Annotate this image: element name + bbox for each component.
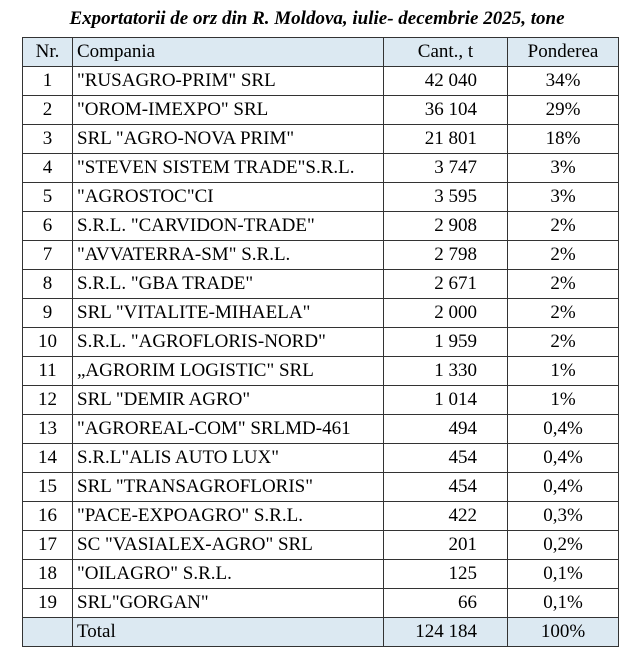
row-nr: 13 (23, 415, 73, 444)
table-row (23, 531, 619, 560)
row-quantity: 1 330 (384, 357, 508, 386)
row-share: 0,2% (508, 531, 619, 560)
row-company: SRL"GORGAN" (73, 589, 384, 618)
row-company: SRL "DEMIR AGRO" (73, 386, 384, 415)
row-share: 0,4% (508, 473, 619, 502)
row-share: 0,4% (508, 415, 619, 444)
table-row (23, 96, 619, 125)
row-company: SRL "TRANSAGROFLORIS" (73, 473, 384, 502)
row-company: S.R.L. "AGROFLORIS-NORD" (73, 328, 384, 357)
row-company: "STEVEN SISTEM TRADE"S.R.L. (73, 154, 384, 183)
row-company: "RUSAGRO-PRIM" SRL (73, 67, 384, 96)
row-quantity: 454 (384, 473, 508, 502)
row-quantity: 2 000 (384, 299, 508, 328)
row-nr: 16 (23, 502, 73, 531)
table-row (23, 386, 619, 415)
row-quantity: 125 (384, 560, 508, 589)
row-nr: 3 (23, 125, 73, 154)
row-nr: 8 (23, 270, 73, 299)
row-nr: 1 (23, 67, 73, 96)
row-share: 0,3% (508, 502, 619, 531)
row-company: "AGROREAL-COM" SRLMD-461 (73, 415, 384, 444)
table-row (23, 241, 619, 270)
row-quantity: 1 959 (384, 328, 508, 357)
row-quantity: 2 671 (384, 270, 508, 299)
row-quantity: 42 040 (384, 67, 508, 96)
row-nr: 10 (23, 328, 73, 357)
table-row (23, 154, 619, 183)
header-company: Compania (73, 38, 384, 67)
row-quantity: 3 747 (384, 154, 508, 183)
table-row (23, 67, 619, 96)
row-share: 3% (508, 183, 619, 212)
header-quantity: Cant., t (384, 38, 508, 67)
row-company: S.R.L. "GBA TRADE" (73, 270, 384, 299)
row-company: "PACE-EXPOAGRO" S.R.L. (73, 502, 384, 531)
row-company: S.R.L. "CARVIDON-TRADE" (73, 212, 384, 241)
table-row (23, 502, 619, 531)
row-share: 2% (508, 270, 619, 299)
header-share: Ponderea (508, 38, 619, 67)
total-share: 100% (508, 618, 619, 647)
table-row (23, 183, 619, 212)
row-nr: 4 (23, 154, 73, 183)
row-company: „AGRORIM LOGISTIC" SRL (73, 357, 384, 386)
table-header-row (23, 38, 619, 67)
row-quantity: 1 014 (384, 386, 508, 415)
row-quantity: 3 595 (384, 183, 508, 212)
table-row (23, 444, 619, 473)
row-quantity: 201 (384, 531, 508, 560)
row-quantity: 2 908 (384, 212, 508, 241)
table-row (23, 299, 619, 328)
row-quantity: 494 (384, 415, 508, 444)
row-share: 34% (508, 67, 619, 96)
row-nr: 9 (23, 299, 73, 328)
row-company: "OROM-IMEXPO" SRL (73, 96, 384, 125)
row-nr: 2 (23, 96, 73, 125)
row-share: 3% (508, 154, 619, 183)
exporters-table (22, 37, 619, 647)
row-nr: 7 (23, 241, 73, 270)
row-share: 2% (508, 328, 619, 357)
row-company: SC "VASIALEX-AGRO" SRL (73, 531, 384, 560)
table-row (23, 560, 619, 589)
table-row (23, 589, 619, 618)
row-company: "AVVATERRA-SM" S.R.L. (73, 241, 384, 270)
row-company: SRL "AGRO-NOVA PRIM" (73, 125, 384, 154)
row-company: "AGROSTOC"CI (73, 183, 384, 212)
row-share: 1% (508, 357, 619, 386)
row-nr: 18 (23, 560, 73, 589)
row-nr: 17 (23, 531, 73, 560)
table-row (23, 125, 619, 154)
row-share: 18% (508, 125, 619, 154)
table-row (23, 212, 619, 241)
row-quantity: 454 (384, 444, 508, 473)
table-row (23, 357, 619, 386)
row-share: 2% (508, 241, 619, 270)
row-nr: 12 (23, 386, 73, 415)
row-quantity: 2 798 (384, 241, 508, 270)
row-quantity: 422 (384, 502, 508, 531)
row-company: SRL "VITALITE-MIHAELA" (73, 299, 384, 328)
row-nr: 11 (23, 357, 73, 386)
table-title: Exportatorii de orz din R. Moldova, iulie- decembrie 2025, tone (69, 8, 565, 29)
row-share: 29% (508, 96, 619, 125)
row-nr: 15 (23, 473, 73, 502)
table-row (23, 328, 619, 357)
row-nr: 14 (23, 444, 73, 473)
row-nr: 6 (23, 212, 73, 241)
table-row (23, 473, 619, 502)
header-nr: Nr. (23, 38, 73, 67)
row-company: "OILAGRO" S.R.L. (73, 560, 384, 589)
row-share: 2% (508, 299, 619, 328)
row-quantity: 66 (384, 589, 508, 618)
table-body (23, 67, 619, 618)
row-company: S.R.L"ALIS AUTO LUX" (73, 444, 384, 473)
row-nr: 5 (23, 183, 73, 212)
total-quantity: 124 184 (384, 618, 508, 647)
row-nr: 19 (23, 589, 73, 618)
row-share: 0,1% (508, 589, 619, 618)
row-share: 0,1% (508, 560, 619, 589)
row-share: 1% (508, 386, 619, 415)
row-share: 2% (508, 212, 619, 241)
table-row (23, 415, 619, 444)
cropped-following-text (0, 636, 634, 648)
total-label: Total (73, 618, 384, 647)
row-quantity: 36 104 (384, 96, 508, 125)
table-row (23, 270, 619, 299)
row-share: 0,4% (508, 444, 619, 473)
row-quantity: 21 801 (384, 125, 508, 154)
